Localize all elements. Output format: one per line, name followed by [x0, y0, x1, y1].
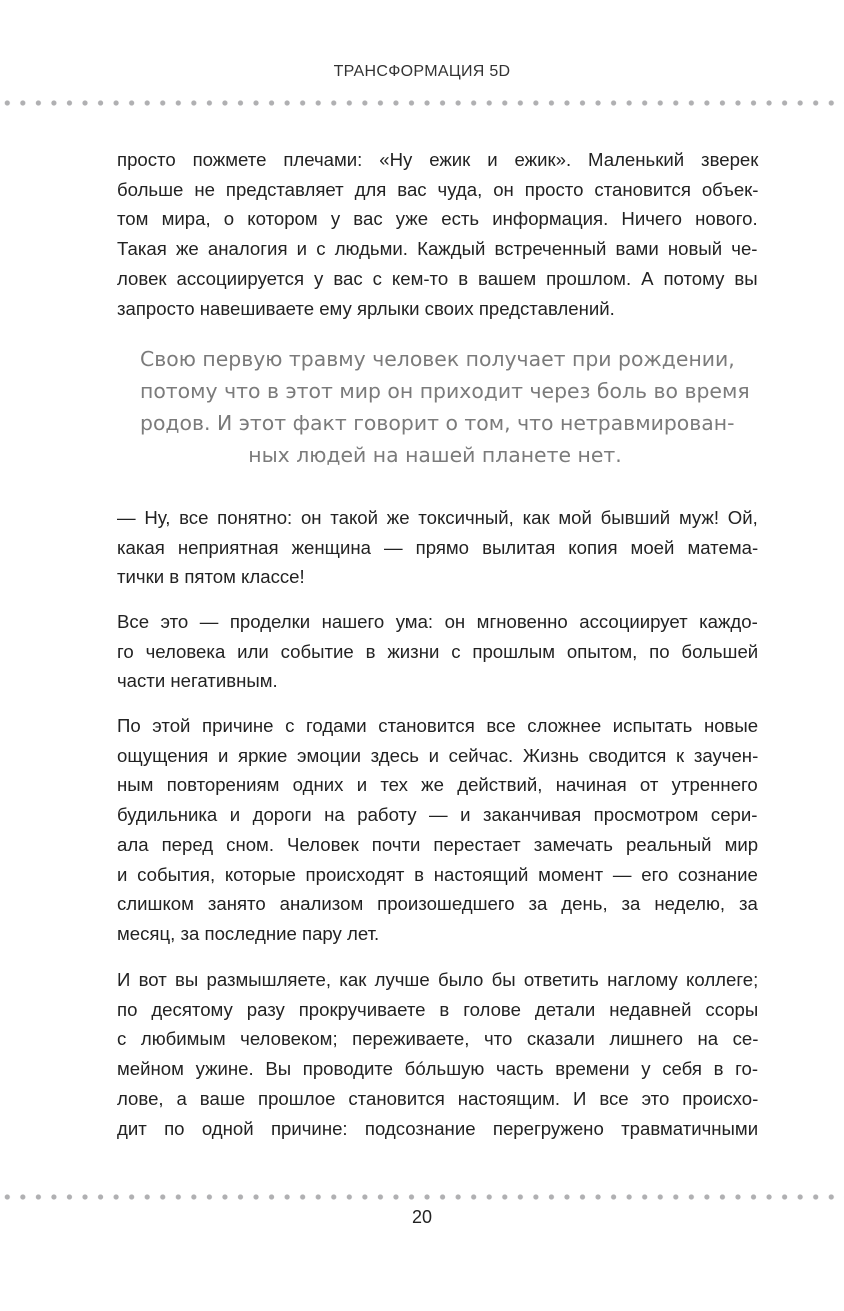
text-line: ала перед сном. Человек почти перестает замечать реальный мир [117, 833, 759, 855]
paragraph-4 [117, 711, 758, 949]
text-line: По этой причине с годами становится все сложнее испытать новые [117, 715, 759, 736]
text-line: дит по одной причине: подсознание перегружено травматичными [117, 1117, 759, 1139]
text-line: какая неприятная женщина — прямо вылитая копия моей матема- [117, 536, 759, 558]
text-line: по десятому разу прокручиваете в голове детали недавней ссоры [117, 998, 759, 1020]
text-line: ловек ассоциируется у вас с кем-то в вашем прошлом. А потому вы [117, 267, 758, 289]
paragraph-1 [117, 145, 758, 323]
text-line: и события, которые происходят в настоящий момент — его сознание [117, 863, 758, 885]
pull-quote [140, 343, 750, 471]
text-line: И вот вы размышляете, как лучше было бы ответить наглому коллеге; [117, 969, 759, 990]
top-dotted-rule [0, 100, 844, 106]
text-line: запросто навешиваете ему ярлыки своих представлений. [117, 297, 615, 319]
quote-line: родов. И этот факт говорит о том, что нетравмирован- [140, 411, 735, 435]
paragraph-3 [117, 607, 758, 696]
text-line: Такая же аналогия и с людьми. Каждый встреченный вами новый че- [117, 238, 758, 260]
text-line: — Ну, все понятно: он такой же токсичный, как мой бывший муж! Ой, [117, 507, 758, 528]
text-line: слишком занято анализом произошедшего за день, за неделю, за [117, 893, 758, 915]
paragraph-2 [117, 503, 758, 592]
text-line: месяц, за последние пару лет. [117, 922, 380, 944]
text-line: ным повторениям одних и тех же действий, начиная от утреннего [117, 774, 758, 796]
bottom-dotted-rule [0, 1194, 844, 1200]
paragraph-5 [117, 965, 758, 1143]
text-line: мейном ужине. Вы проводите бóльшую часть времени у себя в го- [117, 1058, 759, 1080]
text-line: с любимым человеком; переживаете, что сказали лишнего на се- [117, 1028, 759, 1050]
text-line: будильника и дороги на работу — и заканчивая просмотром сери- [117, 804, 758, 826]
text-line: просто пожмете плечами: «Ну ежик и ежик». Маленький зверек [117, 149, 759, 170]
quote-line: Свою первую травму человек получает при рождении, [140, 347, 735, 371]
text-line: тички в пятом классе! [117, 566, 305, 588]
text-line: части негативным. [117, 670, 278, 692]
page-number: 20 [411, 1207, 433, 1227]
text-line: Все это — проделки нашего ума: он мгновенно ассоциирует каждо- [117, 611, 758, 632]
text-line: том мира, о котором у вас уже есть информация. Ничего нового. [117, 208, 758, 230]
text-line: го человека или событие в жизни с прошлым опытом, по большей [117, 640, 759, 662]
text-line: больше не представляет для вас чуда, он просто становится объек- [117, 178, 759, 200]
text-line: ощущения и яркие эмоции здесь и сейчас. Жизнь сводится к заучен- [117, 744, 759, 766]
text-line: лове, а ваше прошлое становится настоящим. И все это происхо- [117, 1087, 759, 1109]
running-head: ТРАНСФОРМАЦИЯ 5D [333, 63, 511, 80]
quote-line: ных людей на нашей планете нет. [248, 443, 622, 467]
quote-line: потому что в этот мир он приходит через боль во время [140, 379, 750, 403]
